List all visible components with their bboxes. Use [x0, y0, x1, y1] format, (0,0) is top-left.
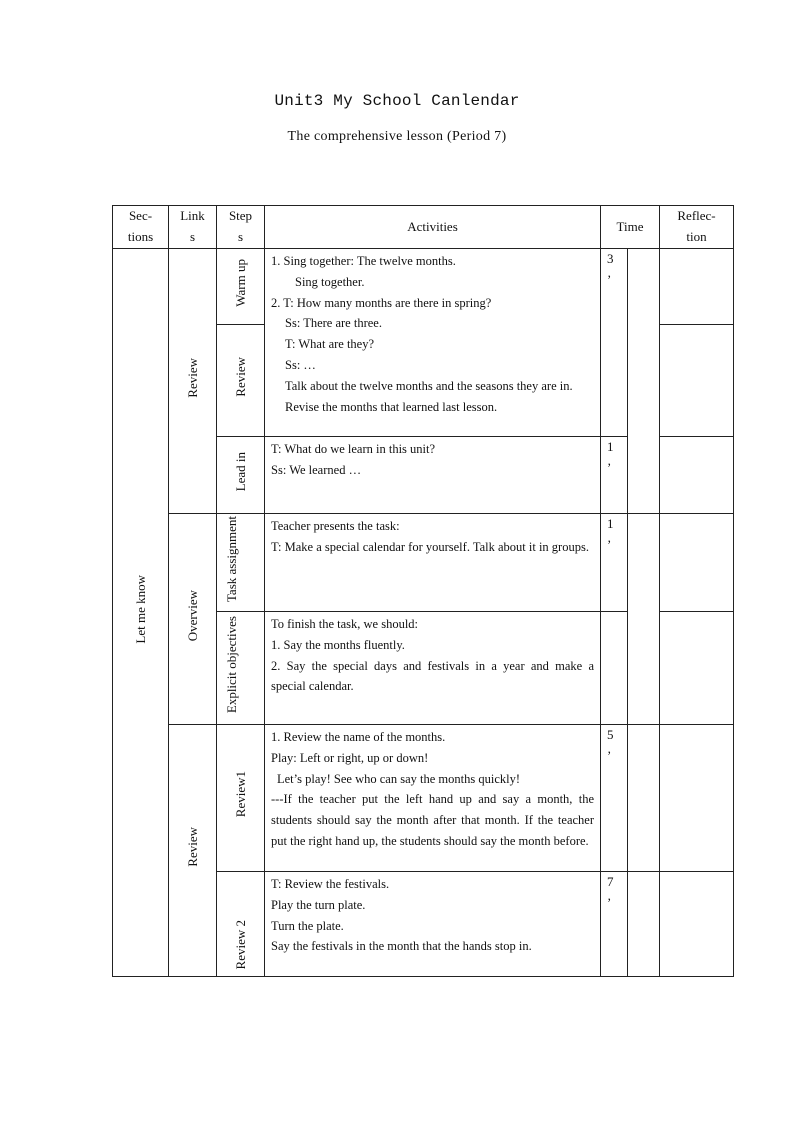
header-time: Time [601, 206, 660, 249]
link-cell-review-2 [169, 725, 217, 977]
table-row [113, 249, 734, 325]
activity-line: 1. Review the name of the months. [271, 730, 446, 744]
time-extra-cell [628, 725, 660, 872]
time-cell [601, 725, 628, 872]
time-value: 7 [607, 874, 614, 889]
step-label: Explicit objectives [223, 616, 239, 714]
activity-line: Ss: … [285, 357, 316, 372]
lesson-plan-table [112, 205, 734, 977]
activity-line: To finish the task, we should: [271, 617, 419, 631]
activity-line: Talk about the twelve months and the seasons they are in. [285, 378, 573, 393]
time-extra-cell [628, 249, 660, 514]
activity-line: 2. T: How many months are there in spring? [271, 295, 492, 310]
activities-cell-review1 [265, 725, 601, 872]
time-value: 5 [607, 727, 614, 742]
activity-line: Turn the plate. [271, 918, 344, 933]
activities-cell-objectives [265, 612, 601, 725]
reflection-cell [660, 325, 734, 437]
reflection-cell [660, 725, 734, 872]
step-label: Review1 [233, 771, 248, 818]
step-cell-explicit-objectives [217, 612, 265, 725]
header-steps: Step s [217, 206, 265, 249]
step-label: Lead in [233, 451, 248, 492]
reflection-cell [660, 612, 734, 725]
activity-line: T: What are they? [285, 337, 375, 352]
activity-line: Revise the months that learned last lesson. [285, 399, 498, 414]
time-mark: ’ [607, 459, 612, 475]
section-cell [113, 249, 169, 977]
activity-line: Ss: There are three. [285, 316, 382, 331]
header-row [113, 206, 734, 249]
link-label: Review [185, 827, 200, 867]
document-title: Unit3 My School Canlendar [274, 92, 520, 110]
time-cell [601, 249, 628, 437]
activities-cell-warmup-review [265, 249, 601, 437]
step-label: Review 2 [233, 919, 248, 970]
activity-line: Play the turn plate. [271, 897, 366, 912]
step-cell-review1 [217, 725, 265, 872]
time-cell [601, 437, 628, 514]
time-value: 1 [607, 516, 614, 531]
section-label: Let me know [133, 574, 148, 644]
activity-line: Ss: We learned … [271, 462, 362, 477]
step-cell-task-assignment [217, 514, 265, 612]
step-cell-lead-in [217, 437, 265, 514]
time-extra-cell [628, 872, 660, 977]
step-cell-warm-up [217, 249, 265, 325]
activity-line: T: Review the festivals. [271, 877, 390, 891]
reflection-cell [660, 249, 734, 325]
step-label: Task assignment [223, 516, 239, 603]
activity-line: T: Make a special calendar for yourself. Talk about it in groups. [271, 539, 589, 554]
activities-cell-task [265, 514, 601, 612]
header-reflection: Reflec- tion [660, 206, 734, 249]
header-sections: Sec- tions [113, 206, 169, 249]
activity-line: 1. Sing together: The twelve months. [271, 254, 456, 268]
activity-line: T: What do we learn in this unit? [271, 442, 436, 456]
link-cell-review-1 [169, 249, 217, 514]
reflection-cell [660, 872, 734, 977]
time-mark: ’ [607, 536, 612, 552]
time-mark: ’ [607, 747, 612, 763]
link-label: Overview [185, 589, 200, 642]
table-row [113, 514, 734, 612]
header-links: Link s [169, 206, 217, 249]
activities-cell-review2 [265, 872, 601, 977]
link-cell-overview [169, 514, 217, 725]
document-subtitle: The comprehensive lesson (Period 7) [287, 129, 507, 144]
activity-line: Say the festivals in the month that the hands stop in. [271, 939, 532, 954]
time-extra-cell [628, 514, 660, 725]
time-cell [601, 514, 628, 612]
time-mark: ’ [607, 894, 612, 910]
step-label: Warm up [233, 259, 248, 307]
step-cell-review [217, 325, 265, 437]
activity-line: Teacher presents the task: [271, 519, 400, 533]
table-row [113, 725, 734, 872]
time-cell [601, 872, 628, 977]
step-label: Review [233, 357, 248, 397]
activity-line: ---If the teacher put the left hand up and say a month, the students should say the month after that month. If the teacher put the right hand up, the students should say the month before. [271, 792, 594, 848]
time-value: 3 [607, 251, 614, 266]
activity-line: Let’s play! See who can say the months quickly! [277, 771, 520, 786]
activities-cell-leadin [265, 437, 601, 514]
step-cell-review2 [217, 872, 265, 977]
reflection-cell [660, 514, 734, 612]
header-activities: Activities [265, 206, 601, 249]
time-cell-empty [601, 612, 628, 725]
activity-line: 2. Say the special days and festivals in a year and make a special calendar. [271, 658, 594, 694]
link-label: Review [185, 357, 200, 398]
activity-line: 1. Say the months fluently. [271, 637, 405, 652]
activity-line: Sing together. [295, 274, 365, 289]
time-value: 1 [607, 439, 614, 454]
reflection-cell [660, 437, 734, 514]
time-mark: ’ [607, 271, 612, 287]
activity-line: Play: Left or right, up or down! [271, 750, 429, 765]
